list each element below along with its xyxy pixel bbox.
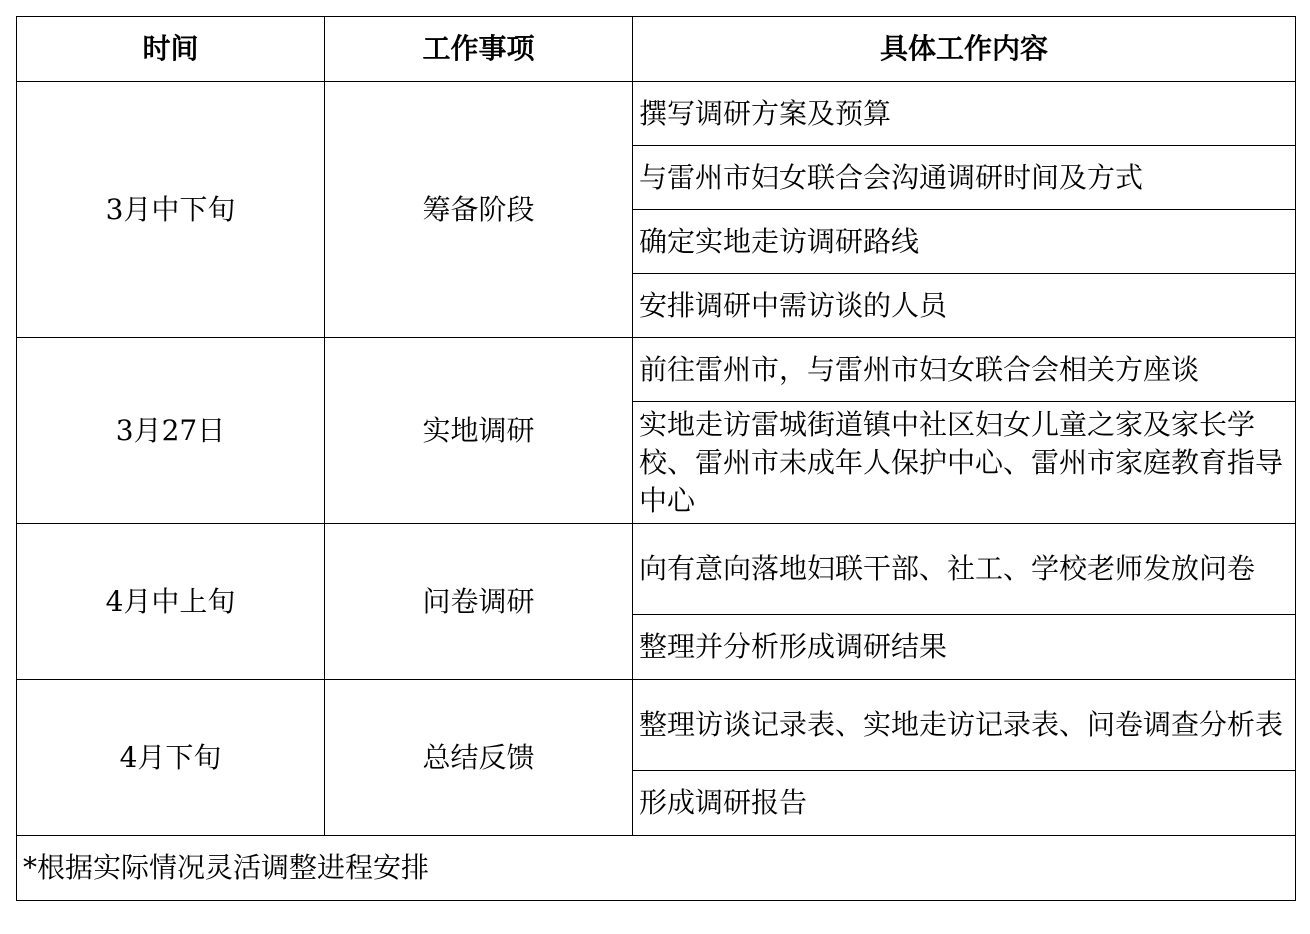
work-content-cell: 撰写调研方案及预算 [633,82,1296,146]
time-cell: 3月27日 [17,338,325,524]
work-content-cell: 整理并分析形成调研结果 [633,615,1296,680]
work-item-cell: 筹备阶段 [325,82,633,338]
header-work-content: 具体工作内容 [633,17,1296,82]
table-row [17,338,1296,402]
work-content-cell: 与雷州市妇女联合会沟通调研时间及方式 [633,146,1296,210]
work-content-cell: 形成调研报告 [633,771,1296,836]
header-time: 时间 [17,17,325,82]
footnote: *根据实际情况灵活调整进程安排 [17,836,1296,901]
work-content-cell: 前往雷州市，与雷州市妇女联合会相关方座谈 [633,338,1296,402]
table-row [17,82,1296,146]
table-row [17,680,1296,771]
table-header-row [17,17,1296,82]
time-cell: 3月中下旬 [17,82,325,338]
header-work-item: 工作事项 [325,17,633,82]
time-cell: 4月下旬 [17,680,325,836]
work-item-cell: 问卷调研 [325,524,633,680]
work-item-cell: 实地调研 [325,338,633,524]
work-content-cell: 确定实地走访调研路线 [633,210,1296,274]
work-content-cell: 安排调研中需访谈的人员 [633,274,1296,338]
work-content-cell: 实地走访雷城街道镇中社区妇女儿童之家及家长学校、雷州市未成年人保护中心、雷州市家庭教育指导中心 [633,402,1296,524]
work-content-cell: 整理访谈记录表、实地走访记录表、问卷调查分析表 [633,680,1296,771]
note-row [17,836,1296,901]
work-schedule-table [16,16,1296,901]
table-row [17,524,1296,615]
work-content-cell: 向有意向落地妇联干部、社工、学校老师发放问卷 [633,524,1296,615]
work-item-cell: 总结反馈 [325,680,633,836]
time-cell: 4月中上旬 [17,524,325,680]
